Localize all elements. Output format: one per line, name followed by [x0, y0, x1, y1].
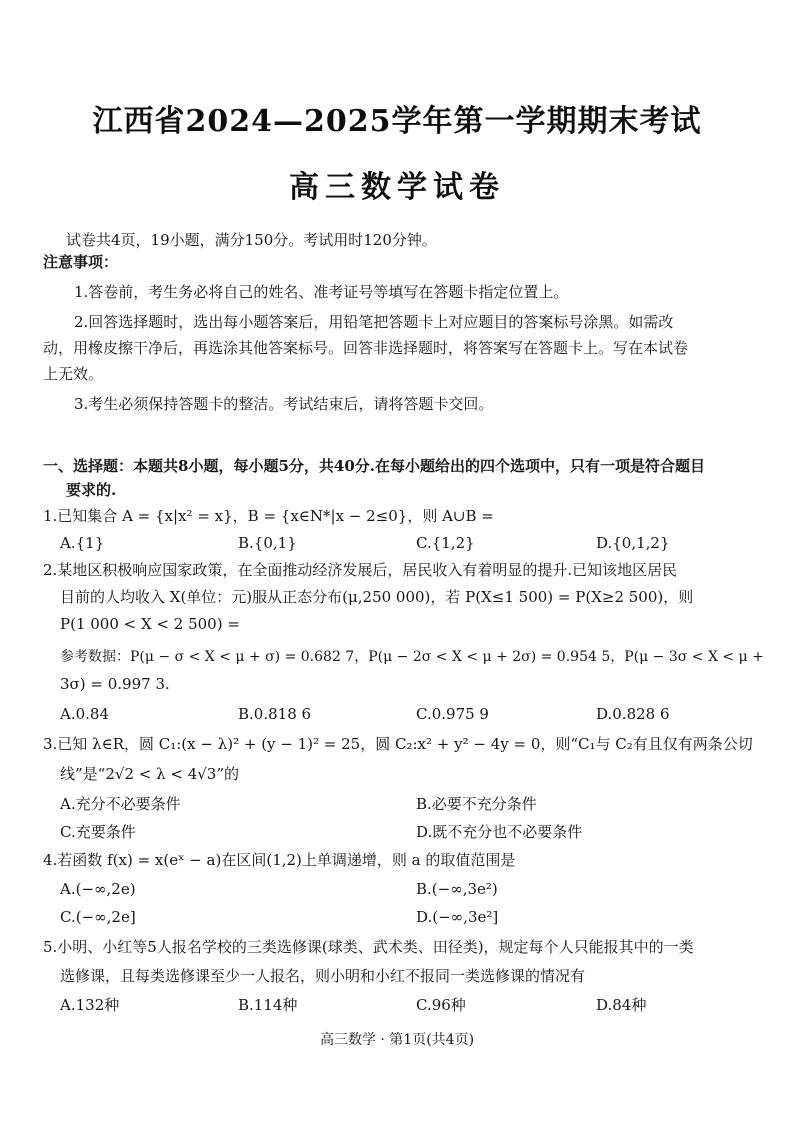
q2-option-a: A.0.84: [60, 705, 109, 723]
page-footer: 高三数学 · 第1页(共4页): [319, 1032, 475, 1048]
q5-option-b: B.114种: [238, 996, 298, 1014]
q4-option-d: D.(−∞,3e²]: [416, 908, 499, 926]
section-1-heading-cont: 要求的.: [66, 481, 117, 499]
note-1: 1.答卷前，考生务必将自己的姓名、准考证号等填写在答题卡指定位置上。: [74, 283, 569, 301]
question-5-line-1: 5.小明、小红等5人报名学校的三类选修课(球类、武术类、田径类)，规定每个人只能报其中的一类: [43, 938, 694, 956]
q1-option-a: A.{1}: [60, 534, 105, 552]
q1-option-c: C.{1,2}: [416, 534, 475, 552]
q3-option-d: D.既不充分也不必要条件: [416, 823, 583, 841]
q2-option-c: C.0.975 9: [416, 705, 489, 723]
q5-option-c: C.96种: [416, 996, 466, 1014]
q3-option-a: A.充分不必要条件: [60, 795, 181, 813]
exam-title: 江西省2024—2025学年第一学期期末考试: [92, 104, 702, 139]
question-2-reference-line-2: 3σ) = 0.997 3.: [60, 675, 170, 693]
note-2-line-3: 上无效。: [43, 365, 104, 383]
question-2-line-3: P(1 000 < X < 2 500) =: [60, 615, 240, 633]
q5-option-d: D.84种: [596, 996, 647, 1014]
q5-option-a: A.132种: [60, 996, 120, 1014]
question-2-line-1: 2.某地区积极响应国家政策，在全面推动经济发展后，居民收入有着明显的提升.已知该地区居民: [43, 561, 678, 579]
note-3: 3.考生必须保持答题卡的整洁。考试结束后，请将答题卡交回。: [74, 395, 494, 413]
question-1-stem: 1.已知集合 A = {x|x² = x}，B = {x∈N*|x − 2≤0}，则 A∪B =: [43, 507, 494, 525]
question-3-line-2: 线”是“2√2 < λ < 4√3”的: [60, 765, 240, 783]
question-2-line-2: 目前的人均收入 X(单位：元)服从正态分布(μ,250 000)，若 P(X≤1 500) = P(X≥2 500)，则: [60, 588, 694, 606]
q1-option-b: B.{0,1}: [238, 534, 297, 552]
q3-option-b: B.必要不充分条件: [416, 795, 537, 813]
question-4-stem: 4.若函数 f(x) = x(eˣ − a)在区间(1,2)上单调递增，则 a 的取值范围是: [43, 851, 516, 869]
q4-option-c: C.(−∞,2e]: [60, 908, 136, 926]
exam-intro: 试卷共4页，19小题，满分150分。考试用时120分钟。: [66, 231, 437, 249]
q3-option-c: C.充要条件: [60, 823, 136, 841]
note-2-line-2: 动，用橡皮擦干净后，再选涂其他答案标号。回答非选择题时，将答案写在答题卡上。写在本试卷: [43, 339, 689, 357]
q4-option-b: B.(−∞,3e²): [416, 880, 498, 898]
question-3-line-1: 3.已知 λ∈R，圆 C₁:(x − λ)² + (y − 1)² = 25，圆 C₂:x² + y² − 4y = 0，则“C₁与 C₂有且仅有两条公切: [43, 735, 753, 753]
exam-subtitle: 高三数学试卷: [289, 170, 505, 205]
notes-heading: 注意事项：: [43, 253, 119, 271]
question-2-reference-line-1: 参考数据：P(μ − σ < X < μ + σ) = 0.682 7，P(μ − 2σ < X < μ + 2σ) = 0.954 5，P(μ − 3σ < X < μ +: [60, 649, 764, 665]
q2-option-b: B.0.818 6: [238, 705, 312, 723]
q1-option-d: D.{0,1,2}: [596, 534, 670, 552]
note-2-line-1: 2.回答选择题时，选出每小题答案后，用铅笔把答题卡上对应题目的答案标号涂黑。如需改: [74, 313, 674, 331]
q2-option-d: D.0.828 6: [596, 705, 670, 723]
question-5-line-2: 选修课，且每类选修课至少一人报名，则小明和小红不报同一类选修课的情况有: [60, 967, 586, 985]
section-1-heading: 一、选择题：本题共8小题，每小题5分，共40分.在每小题给出的四个选项中，只有一项是符合题目: [43, 457, 705, 475]
q4-option-a: A.(−∞,2e): [60, 880, 136, 898]
